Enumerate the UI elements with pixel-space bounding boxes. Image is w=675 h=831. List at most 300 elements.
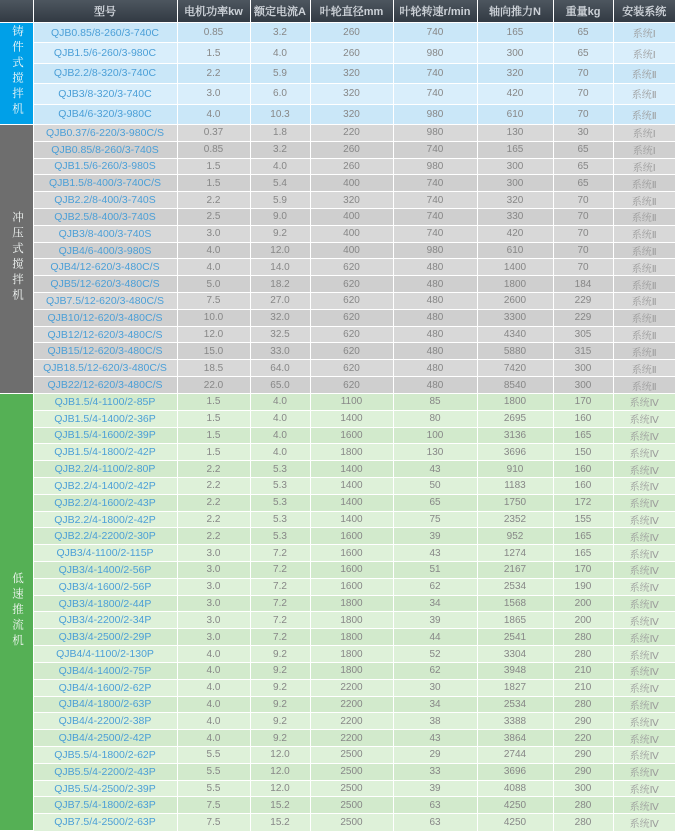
- value-cell: 980: [393, 104, 477, 124]
- model-cell[interactable]: QJB3/4-1800/2-44P: [33, 595, 177, 612]
- model-cell[interactable]: QJB2.2/8-400/3-740S: [33, 192, 177, 209]
- install-system-cell: 系统Ⅳ: [613, 662, 675, 679]
- install-system-cell: 系统Ⅱ: [613, 175, 675, 192]
- value-cell: 220: [310, 124, 393, 141]
- value-cell: 480: [393, 326, 477, 343]
- header-row: [0, 0, 675, 23]
- value-cell: 2200: [310, 696, 393, 713]
- value-cell: 33.0: [250, 343, 310, 360]
- value-cell: 9.2: [250, 646, 310, 663]
- model-cell[interactable]: QJB0.85/8-260/3-740S: [33, 141, 177, 158]
- value-cell: 1.5: [177, 410, 250, 427]
- model-cell[interactable]: QJB3/8-320/3-740C: [33, 84, 177, 104]
- table-row: [0, 63, 675, 83]
- table-row: [0, 158, 675, 175]
- value-cell: 2.5: [177, 208, 250, 225]
- value-cell: 2500: [310, 780, 393, 797]
- model-cell[interactable]: QJB1.5/6-260/3-980S: [33, 158, 177, 175]
- value-cell: 980: [393, 43, 477, 63]
- value-cell: 4.0: [250, 410, 310, 427]
- value-cell: 8540: [477, 377, 553, 394]
- model-cell[interactable]: QJB5.5/4-1800/2-62P: [33, 746, 177, 763]
- value-cell: 4.0: [177, 646, 250, 663]
- value-cell: 260: [310, 43, 393, 63]
- value-cell: 170: [553, 562, 613, 579]
- table-row: [0, 104, 675, 124]
- value-cell: 170: [553, 393, 613, 410]
- value-cell: 184: [553, 276, 613, 293]
- model-cell[interactable]: QJB2.2/8-320/3-740C: [33, 63, 177, 83]
- install-system-cell: 系统Ⅳ: [613, 797, 675, 814]
- install-system-cell: 系统Ⅳ: [613, 494, 675, 511]
- model-cell[interactable]: QJB3/4-1600/2-56P: [33, 578, 177, 595]
- value-cell: 29: [393, 746, 477, 763]
- model-cell[interactable]: QJB4/4-1600/2-62P: [33, 679, 177, 696]
- value-cell: 5.5: [177, 746, 250, 763]
- install-system-cell: 系统Ⅳ: [613, 646, 675, 663]
- value-cell: 1800: [310, 595, 393, 612]
- table-row: [0, 43, 675, 63]
- value-cell: 32.5: [250, 326, 310, 343]
- install-system-cell: 系统Ⅳ: [613, 746, 675, 763]
- value-cell: 2200: [310, 730, 393, 747]
- model-cell[interactable]: QJB7.5/4-2500/2-63P: [33, 814, 177, 831]
- table-header: [0, 0, 675, 23]
- install-system-cell: 系统Ⅳ: [613, 730, 675, 747]
- install-system-cell: 系统Ⅳ: [613, 410, 675, 427]
- install-system-cell: 系统Ⅰ: [613, 43, 675, 63]
- model-cell[interactable]: QJB4/6-400/3-980S: [33, 242, 177, 259]
- value-cell: 10.0: [177, 309, 250, 326]
- value-cell: 300: [477, 43, 553, 63]
- category-label: 低速推流机: [11, 571, 23, 650]
- table-row: [0, 494, 675, 511]
- model-cell[interactable]: QJB1.5/8-400/3-740C/S: [33, 175, 177, 192]
- table-row: [0, 242, 675, 259]
- table-row: [0, 461, 675, 478]
- install-system-cell: 系统Ⅳ: [613, 444, 675, 461]
- value-cell: 30: [553, 124, 613, 141]
- value-cell: 620: [310, 326, 393, 343]
- column-header: 额定电流A: [250, 0, 310, 23]
- table-row: [0, 444, 675, 461]
- value-cell: 3300: [477, 309, 553, 326]
- model-cell[interactable]: QJB1.5/4-1800/2-42P: [33, 444, 177, 461]
- model-cell[interactable]: QJB4/12-620/3-480C/S: [33, 259, 177, 276]
- value-cell: 4088: [477, 780, 553, 797]
- value-cell: 229: [553, 309, 613, 326]
- model-cell[interactable]: QJB3/4-1400/2-56P: [33, 562, 177, 579]
- value-cell: 3.0: [177, 595, 250, 612]
- value-cell: 200: [553, 595, 613, 612]
- value-cell: 1.5: [177, 393, 250, 410]
- table-row: [0, 141, 675, 158]
- table-row: [0, 360, 675, 377]
- category-label: 铸件式搅拌机: [11, 25, 23, 119]
- value-cell: 3388: [477, 713, 553, 730]
- table-row: [0, 612, 675, 629]
- table-row: [0, 545, 675, 562]
- table-row: [0, 713, 675, 730]
- value-cell: 4.0: [177, 259, 250, 276]
- value-cell: 1800: [310, 662, 393, 679]
- model-cell[interactable]: QJB15/12-620/3-480C/S: [33, 343, 177, 360]
- value-cell: 1400: [477, 259, 553, 276]
- install-system-cell: 系统Ⅳ: [613, 595, 675, 612]
- model-cell[interactable]: QJB2.2/4-1800/2-42P: [33, 511, 177, 528]
- model-cell[interactable]: QJB3/4-2500/2-29P: [33, 629, 177, 646]
- value-cell: 620: [310, 276, 393, 293]
- value-cell: 2.2: [177, 63, 250, 83]
- value-cell: 10.3: [250, 104, 310, 124]
- value-cell: 1.5: [177, 43, 250, 63]
- install-system-cell: 系统Ⅳ: [613, 629, 675, 646]
- model-cell[interactable]: QJB4/4-1100/2-130P: [33, 646, 177, 663]
- value-cell: 740: [393, 175, 477, 192]
- table-row: [0, 377, 675, 394]
- value-cell: 330: [477, 208, 553, 225]
- install-system-cell: 系统Ⅱ: [613, 293, 675, 310]
- value-cell: 1400: [310, 477, 393, 494]
- value-cell: 1800: [477, 276, 553, 293]
- value-cell: 320: [310, 192, 393, 209]
- value-cell: 150: [553, 444, 613, 461]
- value-cell: 3.2: [250, 141, 310, 158]
- value-cell: 1600: [310, 545, 393, 562]
- value-cell: 2744: [477, 746, 553, 763]
- value-cell: 65: [553, 43, 613, 63]
- value-cell: 70: [553, 259, 613, 276]
- value-cell: 2.2: [177, 192, 250, 209]
- value-cell: 43: [393, 461, 477, 478]
- install-system-cell: 系统Ⅱ: [613, 225, 675, 242]
- value-cell: 300: [553, 780, 613, 797]
- value-cell: 165: [477, 141, 553, 158]
- install-system-cell: 系统Ⅳ: [613, 780, 675, 797]
- install-system-cell: 系统Ⅳ: [613, 578, 675, 595]
- value-cell: 32.0: [250, 309, 310, 326]
- value-cell: 420: [477, 225, 553, 242]
- model-cell[interactable]: QJB18.5/12-620/3-480C/S: [33, 360, 177, 377]
- value-cell: 27.0: [250, 293, 310, 310]
- value-cell: 4.0: [250, 43, 310, 63]
- value-cell: 9.2: [250, 696, 310, 713]
- value-cell: 7.2: [250, 578, 310, 595]
- model-cell[interactable]: QJB12/12-620/3-480C/S: [33, 326, 177, 343]
- table-row: [0, 730, 675, 747]
- value-cell: 4.0: [177, 679, 250, 696]
- value-cell: 44: [393, 629, 477, 646]
- install-system-cell: 系统Ⅳ: [613, 679, 675, 696]
- value-cell: 3.0: [177, 612, 250, 629]
- value-cell: 290: [553, 746, 613, 763]
- value-cell: 620: [310, 259, 393, 276]
- model-cell[interactable]: QJB2.2/4-1100/2-80P: [33, 461, 177, 478]
- value-cell: 3696: [477, 444, 553, 461]
- value-cell: 7.2: [250, 595, 310, 612]
- value-cell: 4.0: [250, 427, 310, 444]
- value-cell: 320: [310, 63, 393, 83]
- value-cell: 12.0: [250, 763, 310, 780]
- value-cell: 2500: [310, 797, 393, 814]
- value-cell: 1274: [477, 545, 553, 562]
- table-row: [0, 763, 675, 780]
- model-cell[interactable]: QJB4/6-320/3-980C: [33, 104, 177, 124]
- install-system-cell: 系统Ⅳ: [613, 713, 675, 730]
- value-cell: 2.2: [177, 494, 250, 511]
- column-header: 安装系统: [613, 0, 675, 23]
- model-cell[interactable]: QJB10/12-620/3-480C/S: [33, 309, 177, 326]
- install-system-cell: 系统Ⅳ: [613, 393, 675, 410]
- value-cell: 5.3: [250, 461, 310, 478]
- value-cell: 5.3: [250, 511, 310, 528]
- value-cell: 1400: [310, 511, 393, 528]
- value-cell: 2.2: [177, 461, 250, 478]
- table-row: [0, 393, 675, 410]
- value-cell: 38: [393, 713, 477, 730]
- value-cell: 620: [310, 360, 393, 377]
- value-cell: 63: [393, 814, 477, 831]
- model-cell[interactable]: QJB22/12-620/3-480C/S: [33, 377, 177, 394]
- value-cell: 210: [553, 679, 613, 696]
- value-cell: 51: [393, 562, 477, 579]
- model-cell[interactable]: QJB4/4-2500/2-42P: [33, 730, 177, 747]
- install-system-cell: 系统Ⅱ: [613, 242, 675, 259]
- value-cell: 130: [393, 444, 477, 461]
- table-row: [0, 175, 675, 192]
- value-cell: 300: [553, 360, 613, 377]
- value-cell: 1400: [310, 461, 393, 478]
- value-cell: 280: [553, 646, 613, 663]
- table-row: [0, 662, 675, 679]
- model-cell[interactable]: QJB5.5/4-2200/2-43P: [33, 763, 177, 780]
- value-cell: 65: [553, 141, 613, 158]
- install-system-cell: 系统Ⅱ: [613, 259, 675, 276]
- value-cell: 610: [477, 242, 553, 259]
- value-cell: 740: [393, 63, 477, 83]
- value-cell: 4.0: [250, 444, 310, 461]
- table-row: [0, 192, 675, 209]
- install-system-cell: 系统Ⅳ: [613, 511, 675, 528]
- value-cell: 9.2: [250, 662, 310, 679]
- value-cell: 62: [393, 578, 477, 595]
- install-system-cell: 系统Ⅰ: [613, 124, 675, 141]
- install-system-cell: 系统Ⅰ: [613, 141, 675, 158]
- value-cell: 280: [553, 696, 613, 713]
- model-cell[interactable]: QJB3/8-400/3-740S: [33, 225, 177, 242]
- table-row: [0, 696, 675, 713]
- value-cell: 165: [553, 545, 613, 562]
- value-cell: 62: [393, 662, 477, 679]
- value-cell: 300: [477, 158, 553, 175]
- value-cell: 320: [477, 192, 553, 209]
- value-cell: 65: [553, 175, 613, 192]
- column-header: 叶轮转速r/min: [393, 0, 477, 23]
- value-cell: 1568: [477, 595, 553, 612]
- value-cell: 5.9: [250, 63, 310, 83]
- value-cell: 480: [393, 309, 477, 326]
- value-cell: 1800: [310, 646, 393, 663]
- value-cell: 4.0: [250, 158, 310, 175]
- table-row: [0, 477, 675, 494]
- install-system-cell: 系统Ⅱ: [613, 208, 675, 225]
- value-cell: 229: [553, 293, 613, 310]
- model-cell[interactable]: QJB1.5/4-1600/2-39P: [33, 427, 177, 444]
- value-cell: 3.0: [177, 84, 250, 104]
- table-row: [0, 309, 675, 326]
- value-cell: 740: [393, 225, 477, 242]
- value-cell: 39: [393, 612, 477, 629]
- value-cell: 400: [310, 225, 393, 242]
- value-cell: 3136: [477, 427, 553, 444]
- value-cell: 1750: [477, 494, 553, 511]
- install-system-cell: 系统Ⅱ: [613, 377, 675, 394]
- model-cell[interactable]: QJB5.5/4-2500/2-39P: [33, 780, 177, 797]
- model-cell[interactable]: QJB0.85/8-260/3-740C: [33, 23, 177, 43]
- value-cell: 9.2: [250, 679, 310, 696]
- value-cell: 0.37: [177, 124, 250, 141]
- value-cell: 400: [310, 242, 393, 259]
- model-cell[interactable]: QJB3/4-2200/2-34P: [33, 612, 177, 629]
- value-cell: 1600: [310, 427, 393, 444]
- table-row: [0, 780, 675, 797]
- value-cell: 5.9: [250, 192, 310, 209]
- value-cell: 910: [477, 461, 553, 478]
- value-cell: 610: [477, 104, 553, 124]
- value-cell: 52: [393, 646, 477, 663]
- value-cell: 400: [310, 208, 393, 225]
- value-cell: 7.2: [250, 545, 310, 562]
- table-row: [0, 528, 675, 545]
- column-header: 重量kg: [553, 0, 613, 23]
- model-cell[interactable]: QJB1.5/6-260/3-980C: [33, 43, 177, 63]
- value-cell: 7.5: [177, 814, 250, 831]
- value-cell: 18.5: [177, 360, 250, 377]
- value-cell: 80: [393, 410, 477, 427]
- model-cell[interactable]: QJB7.5/12-620/3-480C/S: [33, 293, 177, 310]
- install-system-cell: 系统Ⅳ: [613, 427, 675, 444]
- value-cell: 3.0: [177, 578, 250, 595]
- value-cell: 280: [553, 797, 613, 814]
- value-cell: 320: [310, 104, 393, 124]
- value-cell: 980: [393, 124, 477, 141]
- model-cell[interactable]: QJB5/12-620/3-480C/S: [33, 276, 177, 293]
- value-cell: 12.0: [250, 780, 310, 797]
- value-cell: 70: [553, 63, 613, 83]
- model-cell[interactable]: QJB4/4-1800/2-63P: [33, 696, 177, 713]
- table-row: [0, 679, 675, 696]
- model-cell[interactable]: QJB2.2/4-1600/2-43P: [33, 494, 177, 511]
- value-cell: 400: [310, 175, 393, 192]
- table-row: [0, 629, 675, 646]
- value-cell: 4.0: [250, 393, 310, 410]
- value-cell: 43: [393, 545, 477, 562]
- value-cell: 320: [477, 63, 553, 83]
- model-cell[interactable]: QJB1.5/4-1100/2-85P: [33, 393, 177, 410]
- value-cell: 65: [553, 158, 613, 175]
- value-cell: 1800: [310, 612, 393, 629]
- value-cell: 2500: [310, 814, 393, 831]
- model-cell[interactable]: QJB4/4-1400/2-75P: [33, 662, 177, 679]
- install-system-cell: 系统Ⅳ: [613, 814, 675, 831]
- value-cell: 1827: [477, 679, 553, 696]
- value-cell: 43: [393, 730, 477, 747]
- install-system-cell: 系统Ⅳ: [613, 461, 675, 478]
- value-cell: 300: [477, 175, 553, 192]
- value-cell: 1600: [310, 578, 393, 595]
- value-cell: 5.3: [250, 494, 310, 511]
- value-cell: 34: [393, 696, 477, 713]
- install-system-cell: 系统Ⅳ: [613, 528, 675, 545]
- category-label: 冲压式搅拌机: [11, 210, 23, 304]
- value-cell: 952: [477, 528, 553, 545]
- value-cell: 7420: [477, 360, 553, 377]
- model-cell[interactable]: QJB2.5/8-400/3-740S: [33, 208, 177, 225]
- value-cell: 2500: [310, 763, 393, 780]
- value-cell: 9.2: [250, 713, 310, 730]
- value-cell: 15.2: [250, 797, 310, 814]
- table-row: [0, 23, 675, 43]
- value-cell: 3696: [477, 763, 553, 780]
- value-cell: 39: [393, 780, 477, 797]
- model-cell[interactable]: QJB2.2/4-2200/2-30P: [33, 528, 177, 545]
- value-cell: 3.0: [177, 562, 250, 579]
- model-cell[interactable]: QJB7.5/4-1800/2-63P: [33, 797, 177, 814]
- value-cell: 1600: [310, 528, 393, 545]
- value-cell: 4.0: [177, 242, 250, 259]
- value-cell: 165: [553, 427, 613, 444]
- table-row: [0, 326, 675, 343]
- value-cell: 6.0: [250, 84, 310, 104]
- value-cell: 1400: [310, 410, 393, 427]
- table-row: [0, 259, 675, 276]
- value-cell: 4.0: [177, 104, 250, 124]
- value-cell: 4.0: [177, 662, 250, 679]
- value-cell: 480: [393, 343, 477, 360]
- table-row: [0, 595, 675, 612]
- value-cell: 15.2: [250, 814, 310, 831]
- model-cell[interactable]: QJB2.2/4-1400/2-42P: [33, 477, 177, 494]
- value-cell: 14.0: [250, 259, 310, 276]
- value-cell: 7.2: [250, 629, 310, 646]
- value-cell: 160: [553, 461, 613, 478]
- value-cell: 22.0: [177, 377, 250, 394]
- value-cell: 65: [553, 23, 613, 43]
- table-row: [0, 578, 675, 595]
- value-cell: 100: [393, 427, 477, 444]
- model-cell[interactable]: QJB1.5/4-1400/2-36P: [33, 410, 177, 427]
- model-cell[interactable]: QJB3/4-1100/2-115P: [33, 545, 177, 562]
- model-cell[interactable]: QJB0.37/6-220/3-980C/S: [33, 124, 177, 141]
- value-cell: 130: [477, 124, 553, 141]
- value-cell: 5.4: [250, 175, 310, 192]
- install-system-cell: 系统Ⅳ: [613, 612, 675, 629]
- value-cell: 165: [553, 528, 613, 545]
- value-cell: 1800: [310, 444, 393, 461]
- table-row: [0, 410, 675, 427]
- value-cell: 12.0: [250, 746, 310, 763]
- table-row: [0, 511, 675, 528]
- column-header: 叶轮直径mm: [310, 0, 393, 23]
- column-header: 型号: [33, 0, 177, 23]
- value-cell: 70: [553, 84, 613, 104]
- value-cell: 172: [553, 494, 613, 511]
- column-header: 电机功率kw: [177, 0, 250, 23]
- value-cell: 160: [553, 410, 613, 427]
- model-cell[interactable]: QJB4/4-2200/2-38P: [33, 713, 177, 730]
- value-cell: 2352: [477, 511, 553, 528]
- value-cell: 480: [393, 377, 477, 394]
